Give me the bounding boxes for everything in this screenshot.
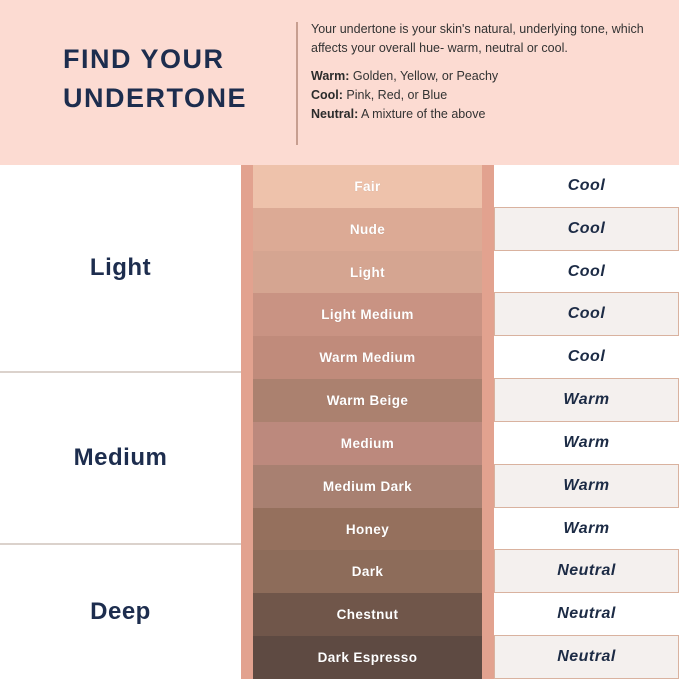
legend-warm-label: Warm: (311, 69, 350, 83)
page-title (63, 40, 247, 118)
undertone-cool-0: Cool (494, 165, 679, 207)
undertone-cool-2: Cool (494, 251, 679, 293)
page-title-line2: UNDERTONE (63, 83, 248, 113)
header (0, 0, 679, 165)
legend-warm-text: Golden, Yellow, or Peachy (352, 69, 499, 83)
undertone-cool-3: Cool (494, 292, 679, 336)
legend-cool-text: Pink, Red, or Blue (346, 88, 448, 102)
undertone-table (0, 165, 679, 679)
undertone-neutral-10: Neutral (494, 593, 679, 635)
undertone-neutral-9: Neutral (494, 549, 679, 593)
depth-group-light (0, 165, 241, 373)
legend-neutral-text: A mixture of the above (361, 107, 486, 121)
undertone-warm-6: Warm (494, 422, 679, 464)
depth-label: Light (89, 253, 152, 281)
swatch-nude: Nude (253, 208, 482, 251)
undertone-warm-5: Warm (494, 378, 679, 422)
undertone-warm-7: Warm (494, 464, 679, 508)
swatch-warm-medium: Warm Medium (253, 336, 482, 379)
depth-group-medium (0, 373, 241, 545)
undertone-cool-4: Cool (494, 336, 679, 378)
legend-warm (311, 67, 663, 86)
swatch-column (241, 165, 494, 679)
depth-label: Deep (90, 597, 151, 625)
swatch-dark: Dark (253, 550, 482, 593)
header-description (311, 20, 663, 124)
undertone-neutral-11: Neutral (494, 635, 679, 679)
depth-label: Medium (73, 443, 168, 471)
swatch-fair: Fair (253, 165, 482, 208)
undertone-warm-8: Warm (494, 508, 679, 550)
swatch-medium-dark: Medium Dark (253, 465, 482, 508)
swatch-light-medium: Light Medium (253, 293, 482, 336)
swatch-light: Light (253, 251, 482, 294)
undertone-column (494, 165, 679, 679)
swatch-honey: Honey (253, 508, 482, 551)
swatch-chestnut: Chestnut (253, 593, 482, 636)
legend-cool (311, 86, 663, 105)
swatch-medium: Medium (253, 422, 482, 465)
undertone-cool-1: Cool (494, 207, 679, 251)
legend-cool-label: Cool: (311, 88, 343, 102)
undertone-definition: Your undertone is your skin's natural, underlying tone, which affects your overall hue- warm, neutral or cool. (311, 22, 644, 55)
depth-column (0, 165, 241, 679)
swatch-warm-beige: Warm Beige (253, 379, 482, 422)
header-divider (296, 22, 298, 145)
legend-neutral-label: Neutral: (311, 107, 359, 121)
depth-group-deep (0, 545, 241, 679)
swatch-dark-espresso: Dark Espresso (253, 636, 482, 679)
page-title-line1: FIND YOUR (63, 44, 225, 74)
legend-neutral (311, 105, 663, 124)
